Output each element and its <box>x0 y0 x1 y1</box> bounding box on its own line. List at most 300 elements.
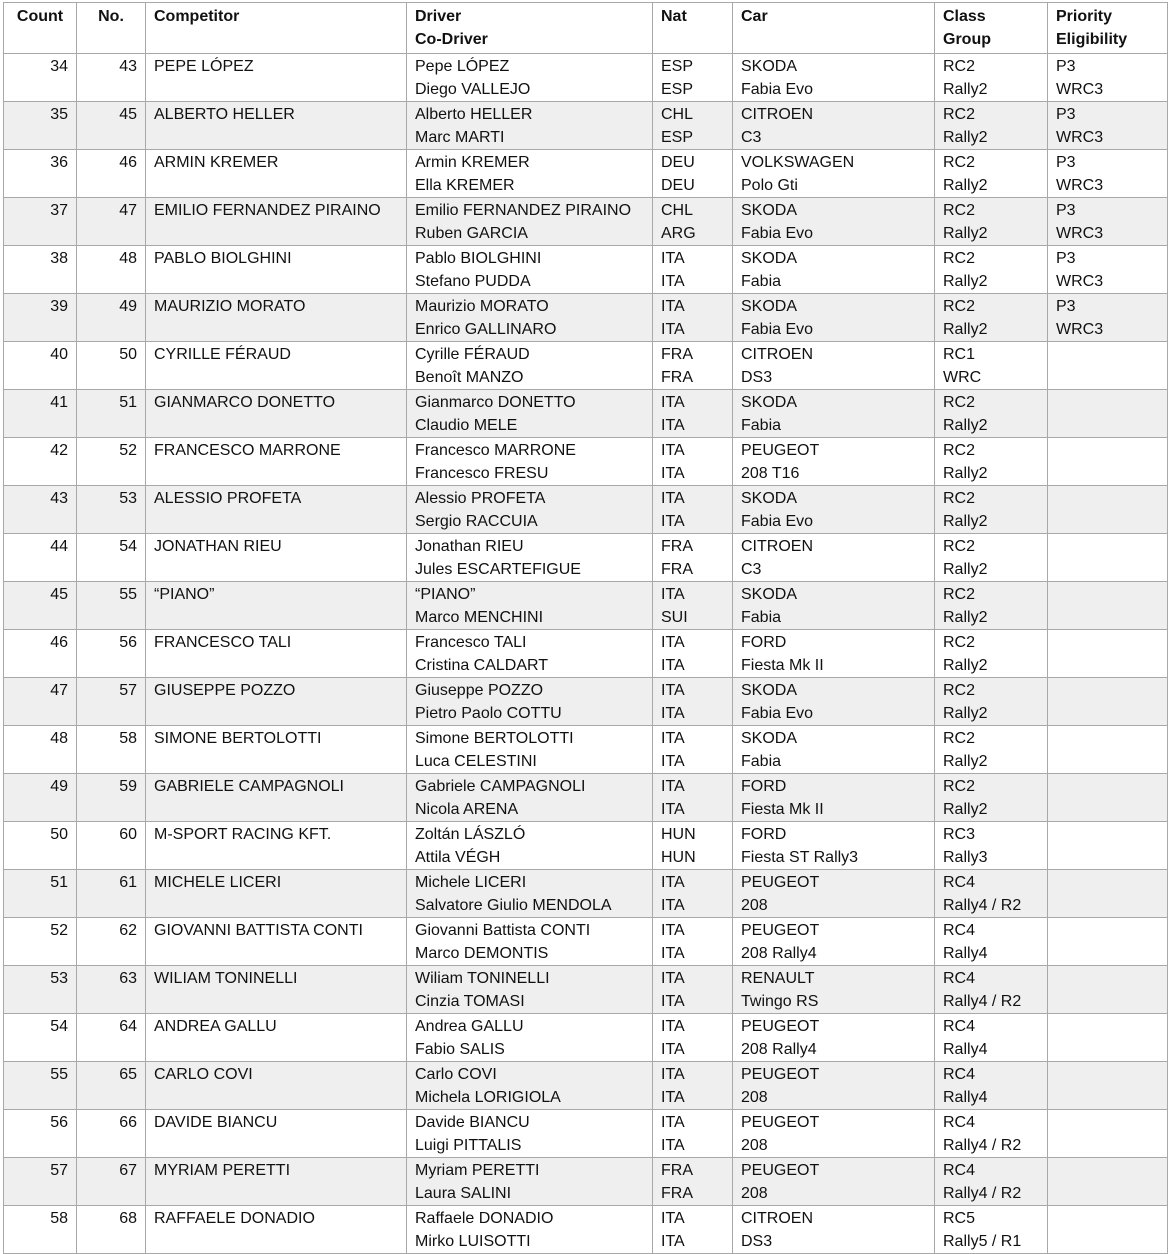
competitor-value: JONATHAN RIEU <box>154 538 282 555</box>
driver-nat: FRA <box>661 1162 693 1179</box>
count-value: 34 <box>50 58 68 75</box>
eligibility-value <box>1056 414 1159 437</box>
co-driver-nat: ITA <box>661 897 685 914</box>
priority-value <box>1056 919 1159 942</box>
driver-name: Jonathan RIEU <box>415 538 524 555</box>
car-cell <box>733 534 935 582</box>
competitor-value: EMILIO FERNANDEZ PIRAINO <box>154 202 381 219</box>
priority-cell <box>1048 1062 1168 1110</box>
count-cell <box>4 726 77 774</box>
driver-name: Pepe LÓPEZ <box>415 58 510 75</box>
no-value: 65 <box>119 1066 137 1083</box>
eligibility-value: WRC3 <box>1056 129 1104 146</box>
no-value: 43 <box>119 58 137 75</box>
table-row <box>4 102 1168 150</box>
driver-name: Pablo BIOLGHINI <box>415 250 542 267</box>
count-cell <box>4 294 77 342</box>
table-row <box>4 678 1168 726</box>
table-row <box>4 198 1168 246</box>
nationality-cell <box>653 1062 733 1110</box>
driver-nat: ITA <box>661 1114 685 1131</box>
competitor-value: ALESSIO PROFETA <box>154 490 302 507</box>
class-value: RC4 <box>943 970 976 987</box>
class-value: RC2 <box>943 298 976 315</box>
no-value: 45 <box>119 106 137 123</box>
competitor-value: DAVIDE BIANCU <box>154 1114 278 1131</box>
driver-name: Francesco TALI <box>415 634 527 651</box>
crew-cell <box>407 294 653 342</box>
car-cell <box>733 726 935 774</box>
count-value: 54 <box>50 1018 68 1035</box>
driver-name: Giuseppe POZZO <box>415 682 544 699</box>
eligibility-value <box>1056 894 1159 917</box>
priority-cell <box>1048 54 1168 102</box>
co-driver-name: Michela LORIGIOLA <box>415 1089 561 1106</box>
competitor-value: ANDREA GALLU <box>154 1018 277 1035</box>
count-value: 35 <box>50 106 68 123</box>
car-make: PEUGEOT <box>741 1066 820 1083</box>
co-driver-nat: FRA <box>661 369 693 386</box>
table-row <box>4 1014 1168 1062</box>
priority-value <box>1056 391 1159 414</box>
class-cell <box>935 198 1048 246</box>
priority-value <box>1056 1063 1159 1086</box>
car-number-cell <box>77 102 146 150</box>
no-value: 57 <box>119 682 137 699</box>
driver-nat: ITA <box>661 922 685 939</box>
count-value: 36 <box>50 154 68 171</box>
car-number-cell <box>77 630 146 678</box>
count-cell <box>4 822 77 870</box>
co-driver-name: Cristina CALDART <box>415 657 549 674</box>
header-car: Car <box>733 3 935 54</box>
class-value: RC4 <box>943 874 976 891</box>
priority-cell <box>1048 822 1168 870</box>
eligibility-value <box>1056 1086 1159 1109</box>
competitor-value: GIANMARCO DONETTO <box>154 394 336 411</box>
table-row <box>4 390 1168 438</box>
car-number-cell <box>77 198 146 246</box>
car-cell <box>733 1110 935 1158</box>
priority-value <box>1056 535 1159 558</box>
nationality-cell <box>653 582 733 630</box>
header-co-driver-label: Co-Driver <box>415 31 488 48</box>
count-cell <box>4 486 77 534</box>
car-number-cell <box>77 1062 146 1110</box>
driver-nat: ITA <box>661 250 685 267</box>
table-row <box>4 294 1168 342</box>
co-driver-nat: ITA <box>661 705 685 722</box>
count-value: 57 <box>50 1162 68 1179</box>
table-row <box>4 342 1168 390</box>
nationality-cell <box>653 1110 733 1158</box>
header-group-label: Group <box>943 31 991 48</box>
class-value: RC2 <box>943 250 976 267</box>
nationality-cell <box>653 486 733 534</box>
count-value: 37 <box>50 202 68 219</box>
class-value: RC4 <box>943 1114 976 1131</box>
car-make: PEUGEOT <box>741 442 820 459</box>
car-model: Fabia <box>741 609 782 626</box>
group-value: Rally4 / R2 <box>943 993 1022 1010</box>
car-cell <box>733 246 935 294</box>
co-driver-name: Marc MARTI <box>415 129 505 146</box>
group-value: Rally5 / R1 <box>943 1233 1022 1250</box>
car-model: Fabia <box>741 273 782 290</box>
eligibility-value <box>1056 990 1159 1013</box>
no-value: 50 <box>119 346 137 363</box>
group-value: Rally2 <box>943 801 988 818</box>
count-value: 42 <box>50 442 68 459</box>
competitor-cell <box>146 726 407 774</box>
header-class <box>935 3 1048 54</box>
table-row <box>4 1158 1168 1206</box>
driver-name: Giovanni Battista CONTI <box>415 922 591 939</box>
table-row <box>4 1062 1168 1110</box>
co-driver-nat: ITA <box>661 465 685 482</box>
car-make: CITROEN <box>741 538 813 555</box>
class-cell <box>935 1158 1048 1206</box>
driver-nat: ESP <box>661 58 694 75</box>
driver-name: Davide BIANCU <box>415 1114 530 1131</box>
count-value: 43 <box>50 490 68 507</box>
table-row <box>4 150 1168 198</box>
class-cell <box>935 150 1048 198</box>
class-value: RC2 <box>943 442 976 459</box>
count-value: 49 <box>50 778 68 795</box>
car-number-cell <box>77 150 146 198</box>
no-value: 61 <box>119 874 137 891</box>
group-value: Rally2 <box>943 81 988 98</box>
car-number-cell <box>77 294 146 342</box>
driver-nat: ITA <box>661 442 685 459</box>
crew-cell <box>407 1206 653 1254</box>
class-cell <box>935 294 1048 342</box>
car-number-cell <box>77 822 146 870</box>
co-driver-name: Fabio SALIS <box>415 1041 505 1058</box>
group-value: WRC <box>943 369 982 386</box>
competitor-cell <box>146 54 407 102</box>
crew-cell <box>407 438 653 486</box>
competitor-cell <box>146 390 407 438</box>
driver-nat: ITA <box>661 1210 685 1227</box>
car-make: FORD <box>741 634 787 651</box>
co-driver-name: Luca CELESTINI <box>415 753 537 770</box>
group-value: Rally2 <box>943 177 988 194</box>
nationality-cell <box>653 438 733 486</box>
car-number-cell <box>77 918 146 966</box>
eligibility-value <box>1056 1134 1159 1157</box>
nationality-cell <box>653 630 733 678</box>
competitor-cell <box>146 1062 407 1110</box>
car-number-cell <box>77 582 146 630</box>
class-value: RC4 <box>943 922 976 939</box>
count-cell <box>4 1014 77 1062</box>
car-number-cell <box>77 1110 146 1158</box>
table-row <box>4 966 1168 1014</box>
eligibility-value <box>1056 798 1159 821</box>
crew-cell <box>407 534 653 582</box>
car-cell <box>733 870 935 918</box>
car-cell <box>733 198 935 246</box>
competitor-cell <box>146 438 407 486</box>
competitor-value: “PIANO” <box>154 586 215 603</box>
co-driver-name: Diego VALLEJO <box>415 81 531 98</box>
class-value: RC5 <box>943 1210 976 1227</box>
nationality-cell <box>653 918 733 966</box>
class-cell <box>935 582 1048 630</box>
class-value: RC2 <box>943 586 976 603</box>
nationality-cell <box>653 774 733 822</box>
car-make: VOLKSWAGEN <box>741 154 855 171</box>
car-cell <box>733 822 935 870</box>
count-value: 53 <box>50 970 68 987</box>
count-cell <box>4 54 77 102</box>
driver-nat: ITA <box>661 874 685 891</box>
co-driver-nat: ITA <box>661 657 685 674</box>
car-make: PEUGEOT <box>741 874 820 891</box>
group-value: Rally4 <box>943 945 988 962</box>
class-cell <box>935 438 1048 486</box>
class-value: RC2 <box>943 58 976 75</box>
competitor-value: M-SPORT RACING KFT. <box>154 826 332 843</box>
class-cell <box>935 1062 1048 1110</box>
class-value: RC4 <box>943 1066 976 1083</box>
priority-value <box>1056 1159 1159 1182</box>
car-number-cell <box>77 486 146 534</box>
no-value: 46 <box>119 154 137 171</box>
driver-name: Alessio PROFETA <box>415 490 546 507</box>
car-model: 208 Rally4 <box>741 1041 817 1058</box>
priority-value <box>1056 775 1159 798</box>
count-cell <box>4 870 77 918</box>
table-row <box>4 774 1168 822</box>
class-cell <box>935 102 1048 150</box>
competitor-cell <box>146 486 407 534</box>
count-value: 48 <box>50 730 68 747</box>
priority-value <box>1056 823 1159 846</box>
driver-name: Raffaele DONADIO <box>415 1210 554 1227</box>
class-cell <box>935 390 1048 438</box>
group-value: Rally4 <box>943 1041 988 1058</box>
car-model: DS3 <box>741 1233 773 1250</box>
co-driver-name: Jules ESCARTEFIGUE <box>415 561 581 578</box>
competitor-value: ARMIN KREMER <box>154 154 279 171</box>
group-value: Rally2 <box>943 609 988 626</box>
driver-name: Maurizio MORATO <box>415 298 549 315</box>
table-body <box>4 54 1168 1254</box>
car-model: 208 <box>741 1089 768 1106</box>
crew-cell <box>407 870 653 918</box>
driver-nat: ITA <box>661 394 685 411</box>
count-cell <box>4 630 77 678</box>
priority-cell <box>1048 342 1168 390</box>
priority-value: P3 <box>1056 106 1076 123</box>
co-driver-nat: ESP <box>661 129 694 146</box>
co-driver-name: Nicola ARENA <box>415 801 519 818</box>
table-row <box>4 246 1168 294</box>
nationality-cell <box>653 534 733 582</box>
group-value: Rally2 <box>943 657 988 674</box>
group-value: Rally4 <box>943 1089 988 1106</box>
co-driver-name: Mirko LUISOTTI <box>415 1233 531 1250</box>
car-cell <box>733 102 935 150</box>
car-number-cell <box>77 1158 146 1206</box>
no-value: 55 <box>119 586 137 603</box>
car-cell <box>733 630 935 678</box>
car-make: SKODA <box>741 394 798 411</box>
priority-cell <box>1048 918 1168 966</box>
eligibility-value <box>1056 654 1159 677</box>
competitor-cell <box>146 822 407 870</box>
car-cell <box>733 54 935 102</box>
car-model: Twingo RS <box>741 993 819 1010</box>
car-make: SKODA <box>741 202 798 219</box>
crew-cell <box>407 582 653 630</box>
driver-nat: FRA <box>661 346 693 363</box>
car-make: SKODA <box>741 682 798 699</box>
co-driver-name: Benoît MANZO <box>415 369 524 386</box>
class-cell <box>935 1110 1048 1158</box>
class-cell <box>935 870 1048 918</box>
header-count: Count <box>4 3 77 54</box>
car-make: RENAULT <box>741 970 815 987</box>
crew-cell <box>407 774 653 822</box>
eligibility-value <box>1056 702 1159 725</box>
crew-cell <box>407 390 653 438</box>
table-row <box>4 486 1168 534</box>
group-value: Rally2 <box>943 513 988 530</box>
co-driver-nat: ITA <box>661 273 685 290</box>
header-no: No. <box>77 3 146 54</box>
driver-nat: DEU <box>661 154 695 171</box>
competitor-value: PABLO BIOLGHINI <box>154 250 292 267</box>
car-cell <box>733 918 935 966</box>
priority-value <box>1056 871 1159 894</box>
header-class-label: Class <box>943 8 986 25</box>
competitor-value: MICHELE LICERI <box>154 874 282 891</box>
competitor-value: GIOVANNI BATTISTA CONTI <box>154 922 363 939</box>
count-value: 41 <box>50 394 68 411</box>
table-row <box>4 1206 1168 1254</box>
priority-cell <box>1048 390 1168 438</box>
competitor-cell <box>146 150 407 198</box>
car-number-cell <box>77 534 146 582</box>
car-number-cell <box>77 1014 146 1062</box>
driver-nat: CHL <box>661 202 694 219</box>
co-driver-nat: ITA <box>661 945 685 962</box>
no-value: 63 <box>119 970 137 987</box>
count-cell <box>4 246 77 294</box>
driver-name: Michele LICERI <box>415 874 527 891</box>
nationality-cell <box>653 198 733 246</box>
class-value: RC2 <box>943 682 976 699</box>
co-driver-name: Enrico GALLINARO <box>415 321 557 338</box>
car-make: FORD <box>741 826 787 843</box>
entry-list-table <box>3 2 1168 1254</box>
priority-cell <box>1048 246 1168 294</box>
count-cell <box>4 102 77 150</box>
header-competitor: Competitor <box>146 3 407 54</box>
class-value: RC2 <box>943 394 976 411</box>
nationality-cell <box>653 870 733 918</box>
car-model: 208 T16 <box>741 465 800 482</box>
co-driver-name: Marco DEMONTIS <box>415 945 549 962</box>
competitor-value: SIMONE BERTOLOTTI <box>154 730 322 747</box>
count-cell <box>4 390 77 438</box>
priority-value: P3 <box>1056 250 1076 267</box>
car-model: C3 <box>741 561 762 578</box>
group-value: Rally2 <box>943 225 988 242</box>
competitor-cell <box>146 342 407 390</box>
class-cell <box>935 1206 1048 1254</box>
competitor-value: RAFFAELE DONADIO <box>154 1210 315 1227</box>
driver-name: Wiliam TONINELLI <box>415 970 550 987</box>
competitor-value: CARLO COVI <box>154 1066 253 1083</box>
competitor-cell <box>146 870 407 918</box>
nationality-cell <box>653 1014 733 1062</box>
car-cell <box>733 1062 935 1110</box>
class-cell <box>935 966 1048 1014</box>
crew-cell <box>407 1062 653 1110</box>
class-value: RC2 <box>943 634 976 651</box>
car-cell <box>733 678 935 726</box>
crew-cell <box>407 150 653 198</box>
class-cell <box>935 630 1048 678</box>
co-driver-nat: ITA <box>661 1233 685 1250</box>
co-driver-name: Marco MENCHINI <box>415 609 544 626</box>
driver-nat: ITA <box>661 490 685 507</box>
class-cell <box>935 534 1048 582</box>
competitor-cell <box>146 582 407 630</box>
car-model: Polo Gti <box>741 177 798 194</box>
header-eligibility-label: Eligibility <box>1056 31 1128 48</box>
competitor-cell <box>146 630 407 678</box>
class-cell <box>935 774 1048 822</box>
priority-value: P3 <box>1056 154 1076 171</box>
count-value: 55 <box>50 1066 68 1083</box>
nationality-cell <box>653 678 733 726</box>
nationality-cell <box>653 102 733 150</box>
co-driver-name: Cinzia TOMASI <box>415 993 525 1010</box>
car-cell <box>733 966 935 1014</box>
car-make: PEUGEOT <box>741 1162 820 1179</box>
crew-cell <box>407 726 653 774</box>
car-cell <box>733 342 935 390</box>
nationality-cell <box>653 150 733 198</box>
car-model: Fabia Evo <box>741 225 814 242</box>
count-cell <box>4 966 77 1014</box>
car-cell <box>733 1158 935 1206</box>
priority-cell <box>1048 150 1168 198</box>
priority-cell <box>1048 966 1168 1014</box>
driver-name: Gabriele CAMPAGNOLI <box>415 778 586 795</box>
competitor-cell <box>146 246 407 294</box>
driver-nat: ITA <box>661 1066 685 1083</box>
driver-nat: FRA <box>661 538 693 555</box>
priority-cell <box>1048 774 1168 822</box>
count-cell <box>4 438 77 486</box>
competitor-value: PEPE LÓPEZ <box>154 58 254 75</box>
table-row <box>4 438 1168 486</box>
competitor-cell <box>146 294 407 342</box>
count-cell <box>4 1062 77 1110</box>
header-priority-label: Priority <box>1056 8 1113 25</box>
eligibility-value <box>1056 1038 1159 1061</box>
nationality-cell <box>653 342 733 390</box>
priority-cell <box>1048 438 1168 486</box>
count-value: 38 <box>50 250 68 267</box>
